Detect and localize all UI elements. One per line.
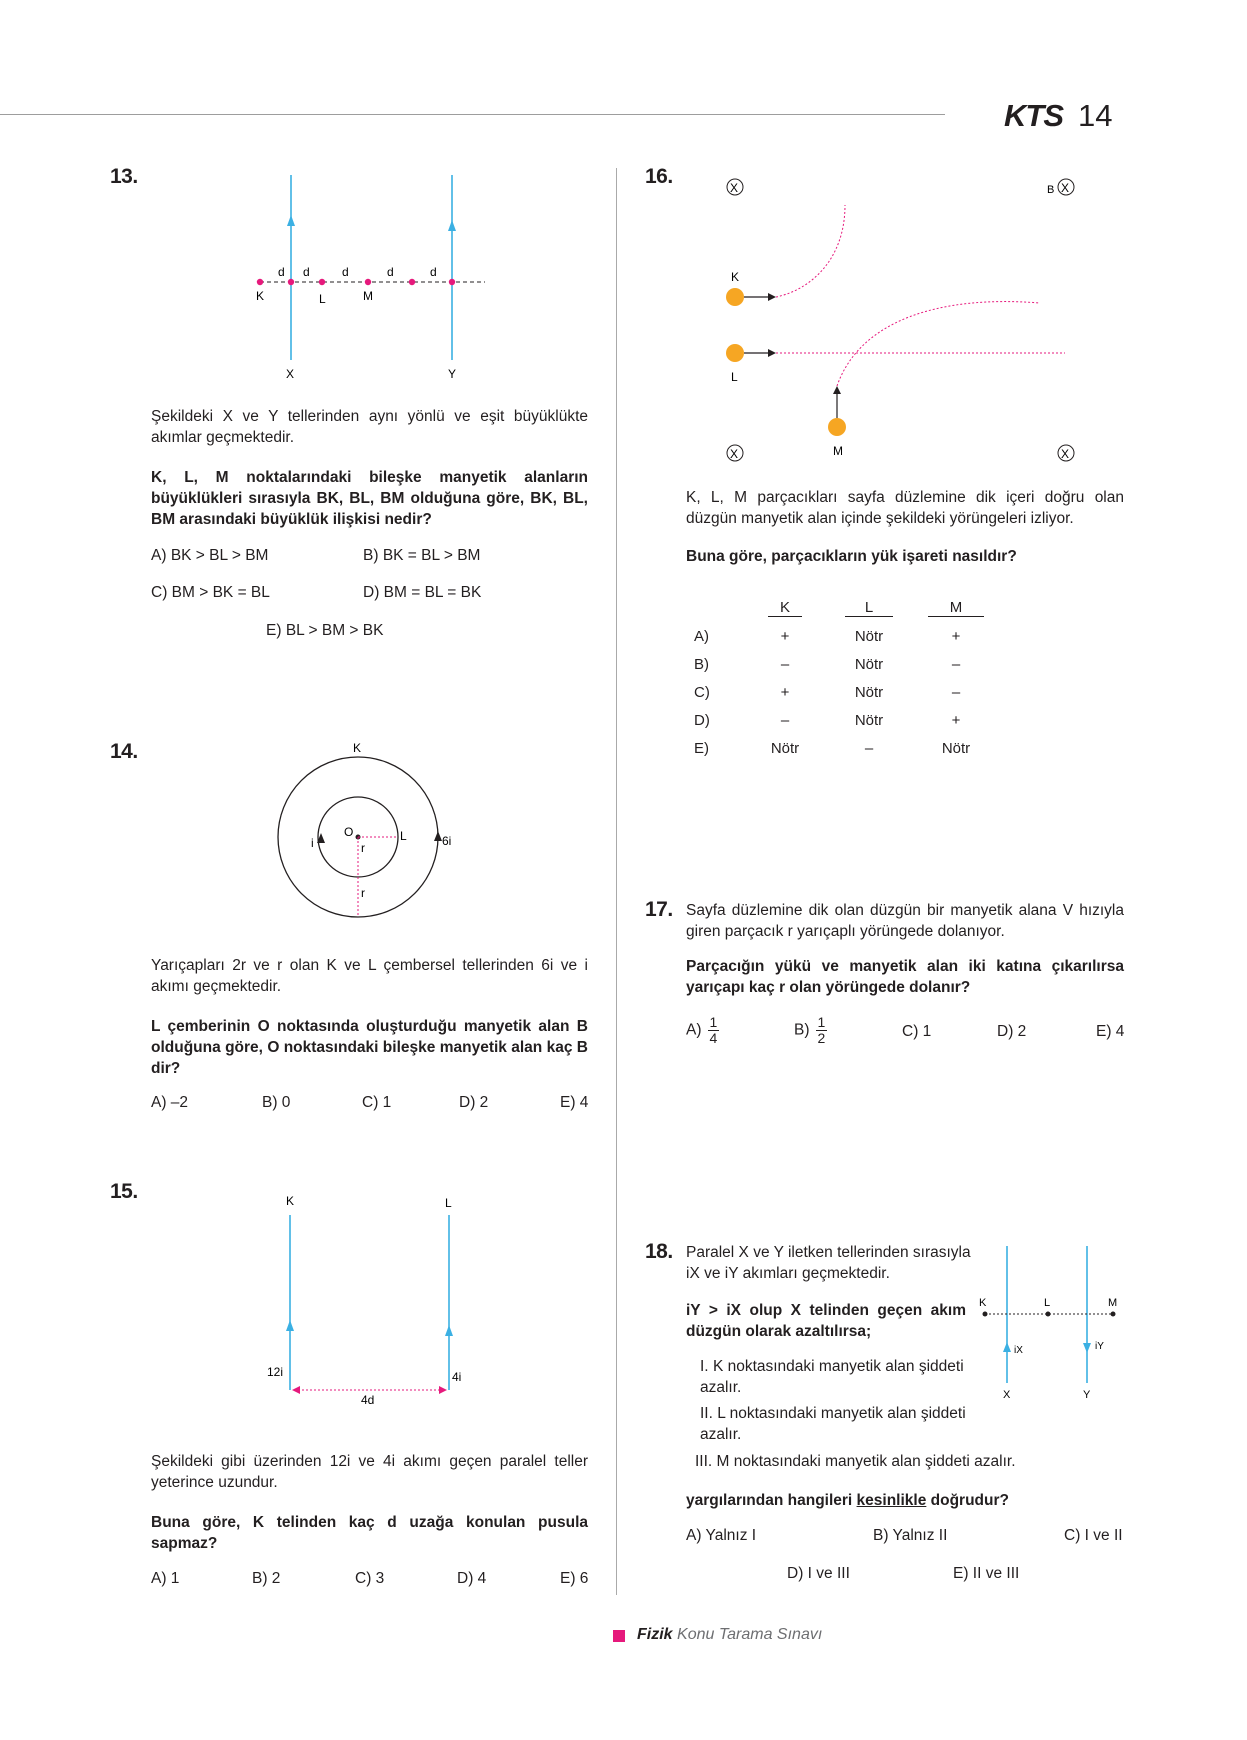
question-17-number: 17. xyxy=(645,898,673,921)
q18-option-a[interactable]: A) Yalnız I xyxy=(686,1527,757,1544)
q13-wire-x: X xyxy=(286,367,295,381)
q18-condition: iY > iX olup X telinden geçen akım düzgün olarak azaltılırsa; xyxy=(686,1302,966,1340)
option-text: BM = BL = BK xyxy=(383,584,482,601)
cell-k: – xyxy=(780,655,790,673)
q16-question: Buna göre, parçacıkların yük işareti nasıldır? xyxy=(686,548,1017,565)
q17-stem: Sayfa düzlemine dik olan düzgün bir manyetik alana V hızıyla giren parçacık r yarıçaplı yörüngede dolanıyor. xyxy=(686,902,1124,940)
q13-question-symbols: BK, BL, BM xyxy=(316,490,405,507)
q13-wire-y: Y xyxy=(448,367,457,381)
cell-k: – xyxy=(780,711,790,729)
fraction xyxy=(708,1015,720,1046)
cell-l: Nötr xyxy=(854,711,884,729)
q18-wire-x: X xyxy=(1003,1389,1011,1401)
q18-question-emphasis: kesinlikle xyxy=(856,1492,927,1509)
q15-current-k: 12i xyxy=(267,1365,284,1379)
option-label: A) xyxy=(686,1021,702,1039)
q13-point-l: L xyxy=(319,292,326,306)
q18-point-l: L xyxy=(1044,1297,1051,1309)
q13-point-m: M xyxy=(363,289,373,303)
q13-question-mid: olduğuna göre, xyxy=(404,490,531,507)
numerator: 1 xyxy=(709,1014,718,1030)
q18-statement-1 xyxy=(700,1356,970,1398)
option-label: B) xyxy=(794,1021,810,1039)
fraction xyxy=(816,1015,828,1046)
q15-wire-k: K xyxy=(286,1194,295,1208)
q13-question-pre: K, L, M noktalarındaki bileşke manyetik alanların büyüklükleri sırasıyla xyxy=(151,469,588,507)
q17-option-d[interactable]: D) 2 xyxy=(997,1023,1027,1040)
q14-option-c[interactable]: C) 1 xyxy=(362,1094,392,1111)
q14-question: L çemberinin O noktasında oluşturduğu manyetik alan B olduğuna göre, O noktasındaki bileşke manyetik alan kaç B dir? xyxy=(151,1018,588,1077)
option-label: E) xyxy=(266,622,282,639)
q18-option-b[interactable]: B) Yalnız II xyxy=(873,1527,948,1544)
q14-radius-label: r xyxy=(361,841,365,855)
q14-inner-label: L xyxy=(400,829,407,843)
q15-wire-l: L xyxy=(445,1196,452,1210)
q13-option-d[interactable] xyxy=(363,584,481,602)
q15-stem: Şekildeki gibi üzerinden 12i ve 4i akımı geçen paralel teller yeterince uzundur. xyxy=(151,1453,588,1491)
q15-option-e[interactable]: E) 6 xyxy=(560,1570,589,1587)
cell-m: + xyxy=(951,711,961,729)
option-label: A) xyxy=(694,627,709,645)
field-into-page-icon: X xyxy=(1061,447,1070,461)
q17-option-a[interactable] xyxy=(686,1015,719,1046)
q16-option-b[interactable] xyxy=(694,650,986,678)
q16-particle-k: K xyxy=(731,270,740,284)
q13-d-label: d xyxy=(430,265,437,279)
q15-option-c[interactable]: C) 3 xyxy=(355,1570,385,1587)
statement-number: III. xyxy=(695,1453,713,1470)
q16-option-e[interactable] xyxy=(694,734,986,762)
q13-option-c[interactable] xyxy=(151,584,270,602)
q18-option-e[interactable]: E) II ve III xyxy=(953,1565,1020,1582)
denominator: 4 xyxy=(709,1030,718,1046)
q18-point-m: M xyxy=(1108,1297,1118,1309)
cell-k: + xyxy=(780,627,790,645)
question-18-number: 18. xyxy=(645,1240,673,1263)
statement-text: K noktasındaki manyetik alan şiddeti azalır. xyxy=(700,1358,964,1396)
cell-m: + xyxy=(951,627,961,645)
column-header-m: M xyxy=(928,599,985,617)
question-13-number: 13. xyxy=(110,165,138,188)
q15-option-a[interactable]: A) 1 xyxy=(151,1570,180,1587)
q17-option-c[interactable]: C) 1 xyxy=(902,1023,932,1040)
q15-distance: 4d xyxy=(361,1393,375,1407)
q13-d-label: d xyxy=(387,265,394,279)
q18-stem: Paralel X ve Y iletken tellerinden sırasıyla iX ve iY akımları geçmektedir. xyxy=(686,1244,971,1282)
q13-question-post: arasındaki büyüklük ilişkisi nedir? xyxy=(175,511,432,528)
question-14-number: 14. xyxy=(110,740,138,763)
option-label: A) xyxy=(151,547,167,564)
q16-answer-table xyxy=(694,594,986,762)
cell-m: – xyxy=(951,683,961,701)
option-text: BK > BL > BM xyxy=(170,547,269,564)
q13-option-a[interactable] xyxy=(151,547,268,565)
option-label: D) xyxy=(694,711,710,729)
option-label: E) xyxy=(694,739,709,757)
footer-title: Konu Tarama Sınavı xyxy=(677,1626,823,1643)
statement-text: L noktasındaki manyetik alan şiddeti azalır. xyxy=(700,1405,966,1443)
field-into-page-icon: X xyxy=(730,181,739,195)
q16-field-label: B xyxy=(1047,184,1055,196)
q18-current-x: iX xyxy=(1014,1345,1023,1356)
q14-stem: Yarıçapları 2r ve r olan K ve L çembersel tellerinden 6i ve i akımı geçmektedir. xyxy=(151,957,588,995)
denominator: 2 xyxy=(817,1030,826,1046)
statement-text: M noktasındaki manyetik alan şiddeti azalır. xyxy=(716,1453,1016,1470)
q14-option-d[interactable]: D) 2 xyxy=(459,1094,489,1111)
column-header-l: L xyxy=(845,599,893,617)
q13-d-label: d xyxy=(342,265,349,279)
q18-statement-2 xyxy=(700,1403,970,1445)
q13-question-symbols: BK, BL, BM xyxy=(151,490,588,528)
q13-point-k: K xyxy=(256,289,265,303)
field-into-page-icon: X xyxy=(730,447,739,461)
q15-figure xyxy=(260,1190,490,1410)
q18-option-d[interactable]: D) I ve III xyxy=(787,1565,850,1582)
q13-stem: Şekildeki X ve Y tellerinden aynı yönlü ve eşit büyüklükte akımlar geçmektedir. xyxy=(151,408,588,446)
q18-current-y: iY xyxy=(1095,1341,1104,1352)
q17-question: Parçacığın yükü ve manyetik alan iki katına çıkarılırsa yarıçapı kaç r olan yörüngede dolanır? xyxy=(686,958,1124,996)
q18-statement-3 xyxy=(695,1451,1115,1472)
option-text: BM > BK = BL xyxy=(171,584,270,601)
header-rule xyxy=(0,114,945,115)
statement-number: I. xyxy=(700,1358,709,1375)
question-16-number: 16. xyxy=(645,165,673,188)
q16-option-a[interactable] xyxy=(694,622,986,650)
option-label: C) xyxy=(151,584,168,601)
footer-subject: Fizik xyxy=(637,1626,673,1643)
footer-marker xyxy=(613,1630,625,1642)
cell-l: Nötr xyxy=(854,683,884,701)
column-header-k: K xyxy=(768,599,802,617)
field-into-page-icon: X xyxy=(1061,181,1070,195)
q14-radius-label: r xyxy=(361,886,365,900)
option-label: D) xyxy=(363,584,380,601)
q14-center-label: O xyxy=(344,825,354,839)
q18-option-c[interactable]: C) I ve II xyxy=(1064,1527,1123,1544)
q13-d-label: d xyxy=(303,265,310,279)
question-15-number: 15. xyxy=(110,1180,138,1203)
q16-stem: K, L, M parçacıkları sayfa düzlemine dik içeri doğru olan düzgün manyetik alan içinde şekildeki yörüngeleri izliyor. xyxy=(686,489,1124,527)
cell-m: – xyxy=(951,655,961,673)
q14-option-e[interactable]: E) 4 xyxy=(560,1094,589,1111)
q18-question-post: doğrudur? xyxy=(926,1492,1009,1509)
q18-question xyxy=(686,1490,1124,1511)
q16-figure xyxy=(710,170,1090,470)
q16-particle-m: M xyxy=(833,444,843,458)
q13-d-label: d xyxy=(278,265,285,279)
q16-particle-l: L xyxy=(731,370,738,384)
option-text: BK = BL > BM xyxy=(382,547,481,564)
cell-l: Nötr xyxy=(854,655,884,673)
q18-figure xyxy=(975,1240,1135,1410)
q16-option-c[interactable] xyxy=(694,678,986,706)
cell-k: Nötr xyxy=(770,739,800,757)
q13-figure xyxy=(240,170,500,390)
q18-wire-y: Y xyxy=(1083,1389,1091,1401)
q14-figure xyxy=(265,740,465,940)
q14-outer-current: 6i xyxy=(442,834,452,848)
q14-option-a[interactable]: A) –2 xyxy=(151,1094,189,1111)
q15-question: Buna göre, K telinden kaç d uzağa konulan pusula sapmaz? xyxy=(151,1514,588,1552)
numerator: 1 xyxy=(817,1014,826,1030)
q17-option-e[interactable]: E) 4 xyxy=(1096,1023,1125,1040)
q18-question-pre: yargılarından hangileri xyxy=(686,1492,857,1509)
q14-option-b[interactable]: B) 0 xyxy=(262,1094,291,1111)
option-label: B) xyxy=(363,547,379,564)
cell-l: Nötr xyxy=(854,627,884,645)
q13-option-e[interactable] xyxy=(266,622,383,640)
statement-number: II. xyxy=(700,1405,713,1422)
cell-m: Nötr xyxy=(941,739,971,757)
header-brand: KTS xyxy=(1004,98,1063,133)
q14-outer-label: K xyxy=(353,741,362,755)
q16-option-d[interactable] xyxy=(694,706,986,734)
page-number: 14 xyxy=(1078,98,1113,133)
column-divider xyxy=(616,168,617,1595)
q18-point-k: K xyxy=(979,1297,987,1309)
q15-option-b[interactable]: B) 2 xyxy=(252,1570,281,1587)
q13-option-b[interactable] xyxy=(363,547,480,565)
option-text: BL > BM > BK xyxy=(285,622,384,639)
table-header-row xyxy=(694,594,986,622)
q15-current-l: 4i xyxy=(452,1370,462,1384)
q15-option-d[interactable]: D) 4 xyxy=(457,1570,487,1587)
q13-question xyxy=(151,467,588,530)
cell-l: – xyxy=(864,739,874,757)
footer-text xyxy=(637,1626,822,1644)
option-label: C) xyxy=(694,683,710,701)
option-label: B) xyxy=(694,655,709,673)
q17-option-b[interactable] xyxy=(794,1015,827,1046)
q14-inner-current: i xyxy=(311,836,314,850)
cell-k: + xyxy=(780,683,790,701)
